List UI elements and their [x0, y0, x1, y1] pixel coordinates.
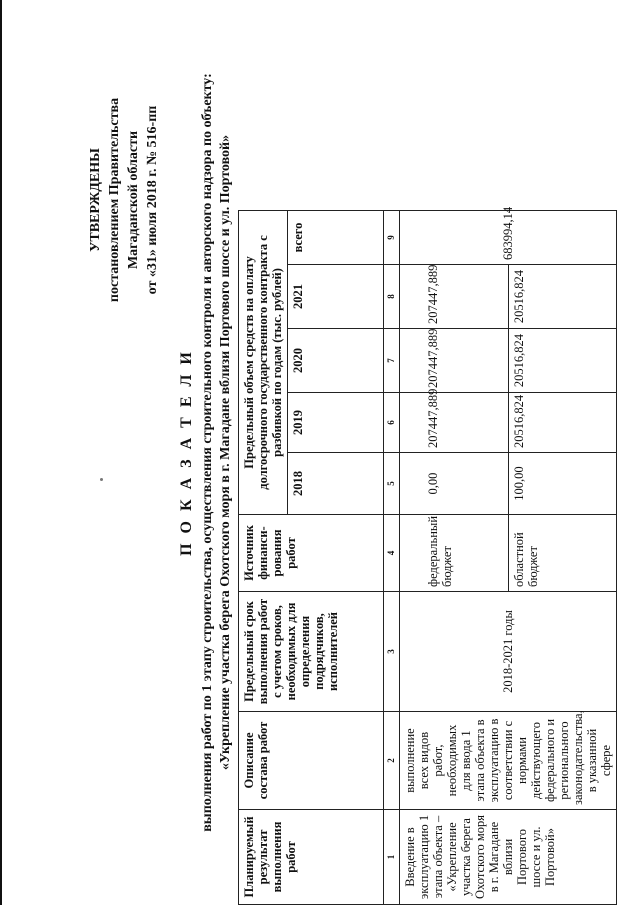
col-num-8: 8	[384, 265, 400, 329]
header-2020: 2020	[288, 329, 384, 393]
header-total: всего	[288, 210, 384, 264]
approval-line-2: Магаданской области	[126, 130, 141, 270]
header-2021: 2021	[288, 265, 384, 329]
col-num-4: 4	[384, 515, 400, 592]
source-federal: федеральный бюджет	[400, 515, 509, 592]
regional-2019: 20516,824	[508, 393, 617, 453]
regional-2021: 20516,824	[508, 265, 617, 329]
table-row	[400, 210, 509, 904]
approval-line-1: постановлением Правительства	[107, 97, 122, 303]
document-subtitle-2: «Укрепление участка берега Охотского моря в г. Магадане вблизи Портового шоссе и ул. Портовой»	[218, 134, 233, 771]
header-2018: 2018	[288, 453, 384, 515]
deadline-cell: 2018-2021 годы	[400, 592, 617, 712]
col-num-6: 6	[384, 393, 400, 453]
approval-title: УТВЕРЖДЕНЫ	[88, 148, 103, 252]
description-cell: выполнение всех видов работ, необходимых для ввода 1 этапа объекта в эксплуатацию в соответствии с нормами действующего федерального и регионального законодательства, в указанной сфере	[400, 712, 617, 810]
header-limit: Предельный объем средств на оплату долгосрочного государственного контракта с разбивкой по годам (тыс. рублей)	[239, 210, 288, 514]
source-regional: областной бюджет	[508, 515, 617, 592]
federal-2019: 207447,889	[400, 393, 509, 453]
column-number-row	[384, 210, 400, 904]
header-source: Источник финанси-рования работ	[239, 515, 384, 592]
approval-block	[86, 85, 162, 315]
federal-2020: 207447,889	[400, 329, 509, 393]
regional-2018: 100,00	[508, 453, 617, 515]
header-row-1	[239, 210, 288, 904]
indicators-table	[238, 206, 617, 905]
header-2019: 2019	[288, 393, 384, 453]
col-num-3: 3	[384, 592, 400, 712]
header-deadline: Предельный срок выполнения работ с учетом сроков, необходимых для определения подрядчиков, исполнителей	[239, 592, 384, 712]
federal-2018: 0,00	[400, 453, 509, 515]
federal-2021: 207447,889	[400, 265, 509, 329]
col-num-2: 2	[384, 712, 400, 810]
col-num-1: 1	[384, 810, 400, 905]
total-cell: 683994,14	[400, 210, 617, 264]
result-cell: Введение в эксплуатацию 1 этапа объекта – «Укрепление участка берега Охотского моря в г. Магадане вблизи Портового шоссе и ул. Портовой»	[400, 810, 617, 905]
header-result: Планируемый результат выполнения работ	[239, 810, 384, 905]
document-subtitle-1: выполнения работ по 1 этапу строительства, осуществления строительного контроля и авторского надзора по объекту:	[200, 73, 215, 832]
document-title: П О К А З А Т Е Л И	[178, 349, 195, 556]
col-num-7: 7	[384, 329, 400, 393]
col-num-5: 5	[384, 453, 400, 515]
col-num-9: 9	[384, 210, 400, 264]
approval-line-3: от «31» июля 2018 г. № 516-пп	[145, 105, 160, 295]
regional-2020: 20516,824	[508, 329, 617, 393]
header-description: Описание состава работ	[239, 712, 384, 810]
